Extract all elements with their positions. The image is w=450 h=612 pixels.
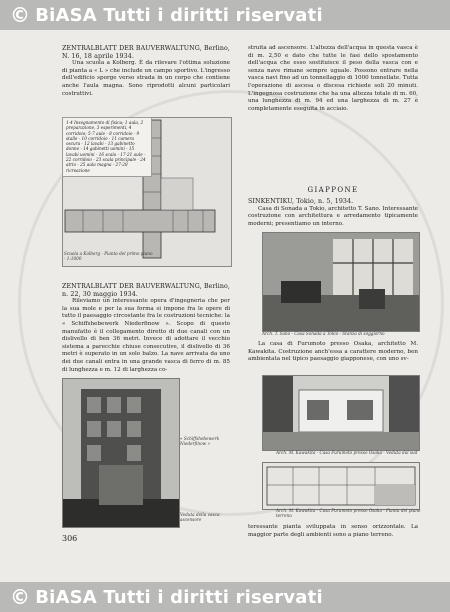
plan-legend: 1-4 Insegnamento di fisica; 1 aula, 2 preparazione, 3 esperimenti, 4 corridoio; 5-7 aule - 8 corridoio - 9 stalle - 10 corridoio - 11 camera oscura - 12 lavabi - 13 gabinetto donne - 14 gabinetti uomini - 15 lavabi uomini - 16 scala - 17-21 aule - 22 corridoio - 23 scala principale - 24 atrio - 25 aula magna - 27-28 ricreazione xyxy=(62,117,152,177)
watermark-banner-bottom xyxy=(0,582,450,612)
article-furumoto xyxy=(248,341,418,364)
article-sinkentiku xyxy=(248,198,418,228)
article-kolberg-heading: ZENTRALBLATT DER BAUVERWALTUNG, Berlino, N. 16, 18 aprile 1934. xyxy=(62,45,230,60)
furumoto-floor-plan xyxy=(262,462,420,510)
copyright-icon: © xyxy=(10,585,31,609)
furumoto-house-caption: Arch. M. Kawakita - Casa Furumoto presso Osaka - Veduta dal sud xyxy=(276,450,418,455)
interior-illustration xyxy=(263,233,419,331)
watermark-text-top: BiASA Tutti i diritti riservati xyxy=(35,4,323,26)
sonada-interior-caption: Arch. T. Sano - Casa Sonada a Tokio - Stanza di soggiorno xyxy=(262,331,385,336)
ship-lift-caption: Veduta della vasca-ascensore xyxy=(180,512,221,523)
ship-lift-label: « Schiffshebewerk Niederfinow » xyxy=(180,436,220,447)
house-plan-drawing xyxy=(263,463,419,509)
article-kolberg xyxy=(62,45,230,98)
article-niederfinow xyxy=(62,283,230,374)
article-niederfinow-heading: ZENTRALBLATT DER BAUVERWALTUNG, Berlino, n. 22, 30 maggio 1934. xyxy=(62,283,230,298)
copyright-icon: © xyxy=(10,3,31,27)
article-niederfinow-continued: struita ad ascensore. L'altezza dell'acqua in questa vasca è di m. 2,50 e dato che tutte le fasi dello spostamento dell'acqua che esso sostituisce il peso della vasca con e senza nave rimane sempre uguale. Possono entrare nella vasca navi fino ad un tonnellaggio di 1000 tonnellate. Tutta l'operazione di ascesa o discesa richiede soli 20 minuti. L'ingegnosa costruzione che ha una altezza totale di m. 60, una lunghezza di m. 94 ed una larghezza di m. 27 è completamente eseguita in acciaio. xyxy=(248,45,418,112)
article-sinkentiku-body: Casa di Sonada a Tokio, architetto T. Sano. Interessante costruzione con architettura e arredamento tipicamente moderni; presentiamo un interno. xyxy=(248,205,418,227)
article-niederfinow-body: Rileviamo un interessante opera d'ingegneria che per la sua mole e per la sua forma si impone fra le opere di tutto il paesaggio circostante fra le costruzioni tecniche: la « Schiffshebewerk Niederfinow ». Scopo di questo manufatto è il collegamento diretto di due canali con un dislivello di ben 36 metri. Invece di adottare il vecchio sistema a parecchie chiuse consecutive, il dislivello di 36 metri è superato in un solo balzo. La nave arrivata da uno dei due canali entra in una grande vasca di ferro di m. 85 di lunghezza e m. 12 di larghezza co- xyxy=(62,298,230,373)
sonada-interior-photo xyxy=(262,232,420,332)
section-title-giappone: GIAPPONE xyxy=(307,186,359,194)
furumoto-plan-caption: Arch. M. Kawakita - Casa Furumoto presso Osaka - Pianta del piano terreno xyxy=(276,508,421,519)
article-furumoto-end: teressante pianta sviluppata in senso orizzontale. La maggior parte degli ambienti sono a piano terreno. xyxy=(248,524,418,538)
plan-caption: Scuola a Kolberg - Pianta del primo piano - 1:1000 xyxy=(64,251,153,262)
watermark-text-bottom: BiASA Tutti i diritti riservati xyxy=(35,586,323,608)
furumoto-house-photo xyxy=(262,375,420,451)
ship-lift-photo xyxy=(62,378,180,528)
watermark-banner-top xyxy=(0,0,450,30)
article-sinkentiku-heading: SINKENTIKU, Tokio, n. 5, 1934. xyxy=(248,198,354,205)
ship-lift-illustration xyxy=(63,379,179,527)
page-number: 306 xyxy=(62,534,78,543)
article-kolberg-body: Una scuola a Kolberg. È da rilevare l'ottima soluzione di pianta a « L » che include un campo sportivo. L'ingresso dell'edificio sporge verso strada in un corpo che contiene anche l'aula magna. Sono riprodotti alcuni particolari costruttivi. xyxy=(62,60,230,97)
house-illustration xyxy=(263,376,419,450)
article-furumoto-body: La casa di Furumoto presso Osaka, architetto M. Kawakita. Costruzione anch'essa a carattere moderno, ben ambientata nel tipico paesaggio giapponese, con uno sv- xyxy=(248,341,418,363)
